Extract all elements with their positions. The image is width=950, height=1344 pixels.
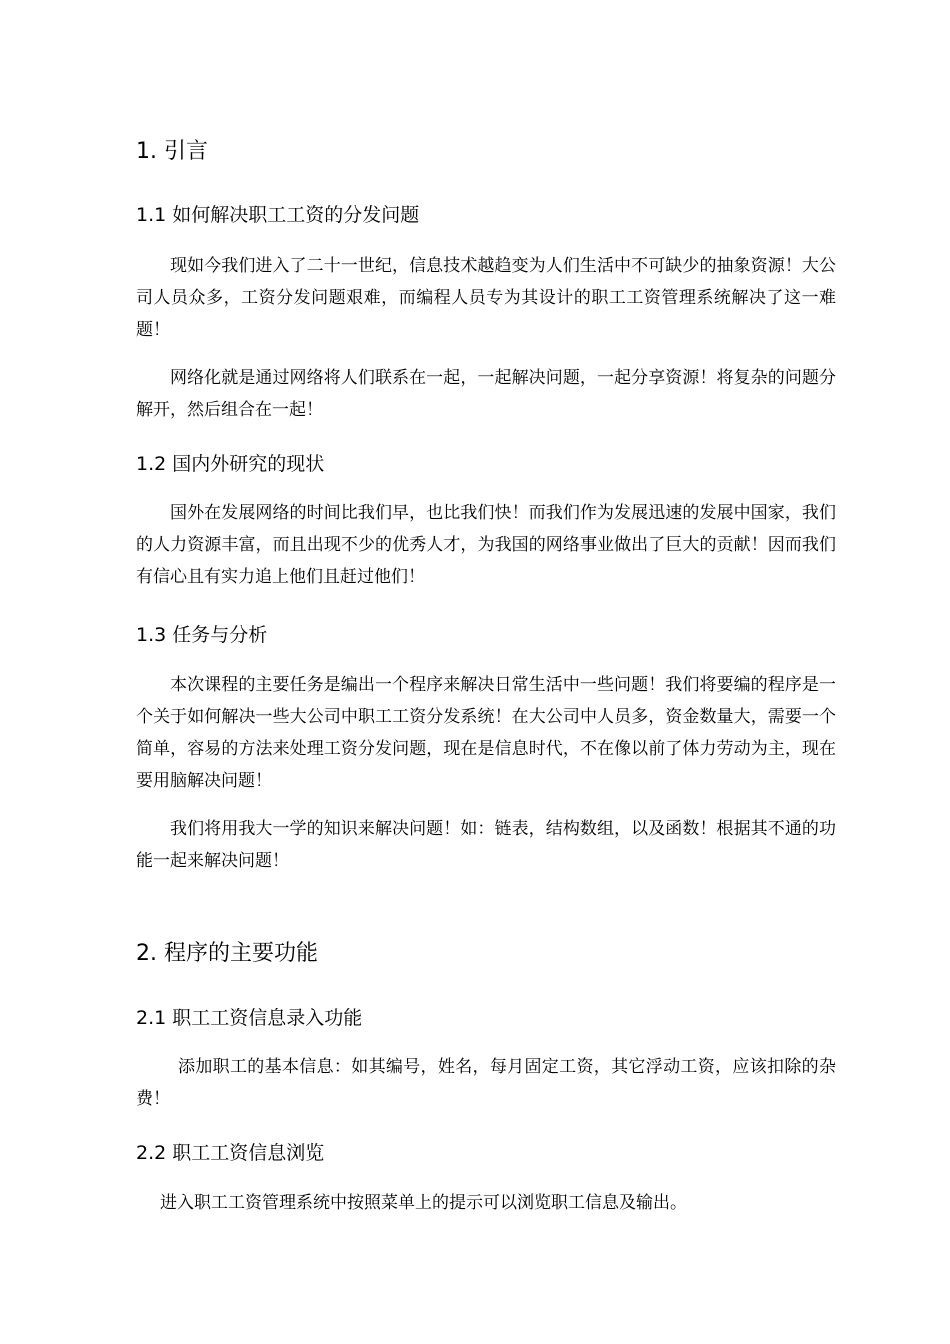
paragraph-2-1-a: 添加职工的基本信息：如其编号，姓名，每月固定工资，其它浮动工资，应该扣除的杂费！ [136,1057,836,1109]
subsection-heading-1-2: 1.2 国内外研究的现状 [136,453,325,475]
paragraph-2-2-a: 进入职工工资管理系统中按照菜单上的提示可以浏览职工信息及输出。 [160,1193,687,1213]
section-heading-main-functions: 2. 程序的主要功能 [136,941,318,966]
paragraph-1-3-a: 本次课程的主要任务是编出一个程序来解决日常生活中一些问题！我们将要编的程序是一个关于如何解决一些大公司中职工工资分发系统！在大公司中人员多，资金数量大，需要一个简单，容易的方法来处理工资分发问题，现在是信息时代，不在像以前了体力劳动为主，现在要用脑解决问题！ [136,675,836,791]
subsection-heading-2-2: 2.2 职工工资信息浏览 [136,1142,325,1164]
section-heading-introduction: 1. 引言 [136,139,208,164]
paragraph-1-2-a: 国外在发展网络的时间比我们早，也比我们快！而我们作为发展迅速的发展中国家，我们的人力资源丰富，而且出现不少的优秀人才，为我国的网络事业做出了巨大的贡献！因而我们有信心且有实力追上他们且赶过他们！ [136,503,836,587]
subsection-heading-2-1: 2.1 职工工资信息录入功能 [136,1007,363,1029]
paragraph-1-1-b: 网络化就是通过网络将人们联系在一起，一起解决问题，一起分享资源！将复杂的问题分解开，然后组合在一起！ [136,368,836,420]
paragraph-1-1-a: 现如今我们进入了二十一世纪，信息技术越趋变为人们生活中不可缺少的抽象资源！大公司人员众多，工资分发问题艰难，而编程人员专为其设计的职工工资管理系统解决了这一难题！ [136,256,836,340]
paragraph-1-3-b: 我们将用我大一学的知识来解决问题！如：链表，结构数组，以及函数！根据其不通的功能一起来解决问题！ [136,819,836,871]
subsection-heading-1-1: 1.1 如何解决职工工资的分发问题 [136,204,420,226]
subsection-heading-1-3: 1.3 任务与分析 [136,624,268,646]
